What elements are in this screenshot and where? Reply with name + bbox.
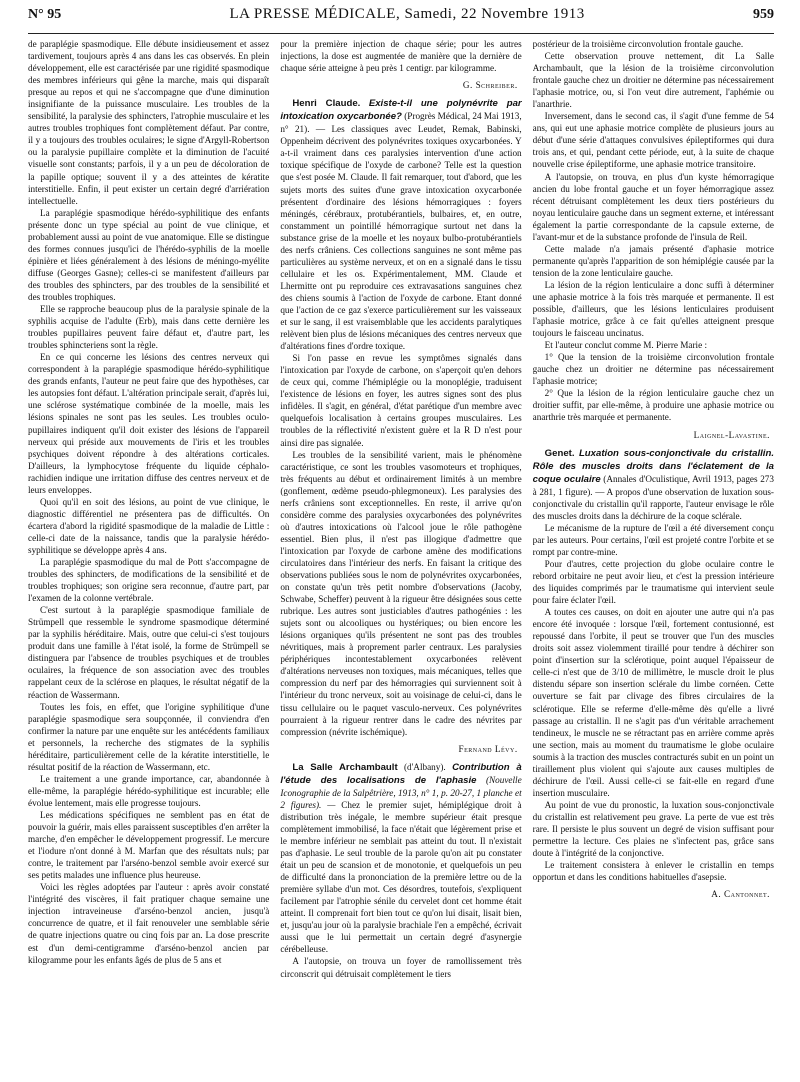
article-author: Genet. (544, 447, 575, 459)
journal-title: LA PRESSE MÉDICALE, Samedi, 22 Novembre 1913 (229, 6, 585, 22)
page-header (28, 6, 774, 34)
article-signature: Fernand Lévy. (458, 743, 518, 754)
paragraph: La paraplégie spasmodique du mal de Pott s'accompagne de troubles des sphincters, de modifications de la sensibilité et de troubles trophiques; son origine sera reconnue, d'autre part, par l'examen de la colonne vertébrale. (28, 557, 270, 604)
paragraph: Les médications spécifiques ne semblent pas en état de pouvoir la guérir, mais elles paraissent susceptibles d'en arrêter la marche, d'en empêcher le développement progressif. Le mercure et l'iodure n'ont donné à M. Marfan que des résultats nuls; par contre, le traitement par l'arséno-benzol semble avoir exercé sur ses petits malades une influence plus heureuse. (28, 810, 270, 881)
article-signature: G. Schreiber. (462, 80, 518, 91)
paragraph: Toutes les fois, en effet, que l'origine syphilitique d'une paraplégie spasmodique sera soupçonnée, il conviendra d'en confirmer la nature par une enquête sur les antécédents familiaux et personnels, la recherche des stigmates de la syphilis héréditaire, particulièrement celle de la kératite interstitielle, le résultat positif de la réaction de Wassermann, etc. (28, 701, 270, 772)
paragraph: 2° Que la lésion de la région lenticulaire gauche chez un droitier suffit, par elle-même, à produire une aphasie motrice ou anarthrie très marquée et permanente. (532, 388, 774, 423)
article-signature: A. Cantonnet. (711, 889, 770, 900)
column-2 (280, 38, 521, 1078)
paragraph: 1° Que la tension de la troisième circonvolution frontale gauche chez un droitier ne détermine pas nécessairement l'aphasie motrice; (532, 352, 774, 387)
paragraph: En ce qui concerne les lésions des centres nerveux qui correspondent à la paraplégie spasmodique hérédo-syphilitique des grands enfants, l'auteur ne peut faire que des hypothèses, car les autopsies font défaut. L'altération principale serait, d'après lui, une sclérose systématique combinée de la moelle, mais les lésions spinales ne sont pas les seules. Les troubles oculo-pupillaires indiquent qu'il doit exister des lésions de l'appareil nerveux qui préside aux mouvements de l'iris et les troubles psychiques doivent répondre à des altérations corticales. D'ailleurs, la lymphocytose fréquente du liquide céphalo-rachidien indique une irritation diffuse des centres nerveux et de leurs enveloppes. (28, 352, 270, 495)
article-heading (280, 97, 521, 352)
article-reference: (Annales d'Oculistique, Avril 1913, pages 273 à 281, 1 figure). — (532, 473, 774, 497)
paragraph: Les classiques avec Leudet, Remak, Babinski, Oppenheim décrivent des polynévrites toxiques oxycarbonées. Y a-t-il vraiment dans ces paralysies intervention d'une action toxique spécifique de l'oxyde de carbone? Telle est la question que s'est posée M. Claude. Il fait remarquer, tout d'abord, que les sujets morts des suites d'une grave intoxication oxycarbonée présentent d'ordinaire des lésions hémorragiques : foyers méningés, cérébraux, protubérantiels, bulbaires, et, en outre, constamment un pointillé hémorragique surtout net dans la substance grise de la moelle et les noyaux bulbo-protubérantiels des nerfs crâniens. Ces collections sanguines ne sont même pas particulières au système nerveux, et on en a signalé dans le tissu cellulaire et les os. Expérimentalement, MM. Claude et Lhermitte ont pu reproduire ces extravasations sanguines chez des chiens soumis à l'action de l'oxyde de carbone. Etant donné que l'action de ce gaz s'exerce particulièrement sur les vaisseaux et sur le sang, il est vraisemblable que les accidents paralytiques relèvent bien plus de lésions mécaniques des centres nerveux que d'altérations fines d'ordre toxique. (280, 124, 522, 352)
paragraph: de paraplégie spasmodique. Elle débute insidieusement et assez tardivement, toujours après 4 ans dans les cas observés. En plein développement, elle est caractérisée par une rigidité spasmodique des membres inférieurs qui gêne la marche, mais qui disparaît presque au repos et qui ne s'accompagne que d'une diminution insignifiante de la puissance musculaire. Les troubles de la sensibilité, la paralysie des sphincters, l'atrophie musculaire et les autres troubles trophiques font complètement défaut. Par contre, il y a toujours des troubles oculaires; le signe d'Argyll-Robertson ou la paralysie pupillaire complète et la diminution de l'acuité visuelle sont constants; parfois, il y a un peu de décoloration de la papille optique; souvent il y a des atteintes de kératite interstitielle. Enfin, il peut exister un certain degré d'arriération intellectuelle. (28, 39, 270, 206)
paragraph: Le traitement a une grande importance, car, abandonnée à elle-même, la paraplégie hérédo-syphilitique est incurable; elle évolue lentement, mais elle progresse toujours. (28, 773, 270, 808)
paragraph: Quoi qu'il en soit des lésions, au point de vue clinique, le diagnostic différentiel ne présentera pas de difficultés. On écartera d'abord la rigidité spasmodique de la maladie de Little : celle-ci date de la naissance, tandis que la paralysie hérédo-syphilitique se développe après 4 ans. (28, 496, 270, 555)
paragraph: C'est surtout à la paraplégie spasmodique familiale de Strümpell que ressemble le syndrome spasmodique déterminé par la syphilis héréditaire. Mais, outre que celui-ci s'est toujours produit dans une famille à l'état isolé, la forme de Strümpell se distinguera par l'absence de troubles psychiques et de troubles oculaires, la fréquence de son association avec des troubles rappelant ceux de la sclérose en plaques, le résultat négatif de la réaction de Wassermann. (28, 605, 270, 700)
text-columns (28, 38, 774, 1078)
article-author: Henri Claude. (292, 98, 361, 110)
article-reference: (Nouvelle Iconographie de la Salpêtrière, 1913, n° 1, p. 20-27, 1 planche et 2 figures). — (280, 774, 522, 810)
column-1 (28, 38, 269, 1078)
paragraph: Et l'auteur conclut comme M. Pierre Marie : (544, 340, 708, 351)
article-signature: Laignel-Lavastine. (693, 429, 770, 440)
paragraph: Chez le premier sujet, hémiplégique droit à distribution très inégale, le membre supérieur était presque complètement immobilisé, la face n'était que légèrement prise et le membre inférieur ne semblait pas atteint du tout. Il n'existait pas d'aphasie. Le seul trouble de la parole qu'on ait pu constater était un peu de scansion et de monotonie, et quelquefois un peu de difficulté dans la prononciation de la première lettre ou de la première syllabe d'un mot. Ces désordres, toutefois, s'expliquent facilement par l'atrophie sénile du cervelet dont cet homme était atteint. Il comprenait fort bien tout ce qu'on lui disait, lisait bien, et, jusqu'au jour où la paralysie brachiale l'en a empêché, écrivait aussi que le lui permettait un certain degré d'asynergie cérébelleuse. (280, 799, 522, 955)
paragraph: A l'autopsie, on trouva un foyer de ramollissement très circonscrit qui détruisait complètement le tiers (280, 956, 522, 979)
paragraph: A l'autopsie, on trouva, en plus d'un kyste hémorragique ancien du lobe frontal gauche et un foyer hémorragique assez récent détruisant complètement les deux tiers postérieurs du noyau lenticulaire gauche dans un segment externe, et intéressant également la partie correspondante de la capsule externe, de l'avant-mur et de la substance profonde de l'insula de Reil. (532, 171, 774, 242)
paragraph: La paraplégie spasmodique hérédo-syphilitique des enfants présente donc un type spécial au point de vue clinique, et probablement aussi au point de vue anatomique. Elle se distingue des formes connues jusqu'ici de l'hérédo-syphilis de la moelle épinière et liées généralement à des lésions de méningo-myélite diffuse (Georges Gasne); celles-ci se manifestent d'ailleurs par des troubles des sphincters, par des troubles de la sensibilité et des troubles trophiques. (28, 207, 270, 302)
article-author: La Salle Archambault (292, 761, 398, 773)
paragraph: Elle se rapproche beaucoup plus de la paralysie spinale de la syphilis acquise de l'adulte (Erb), mais dans cette dernière les troubles pupillaires peuvent faire défaut et, d'autre part, les troubles sphincteriens sont la règle. (28, 304, 270, 351)
article-title: Contribution à l'étude des localisations de l'aphasie (280, 761, 522, 786)
paragraph: postérieur de la troisième circonvolution frontale gauche. (532, 39, 744, 49)
page-number: 959 (752, 7, 774, 22)
article-reference: (Progrès Médical, 24 Mai 1913, n° 21). — (280, 111, 522, 135)
paragraph: Inversement, dans le second cas, il s'agit d'une femme de 54 ans, qui eut une aphasie motrice complète de plusieurs jours au début d'une série d'attaques convulsives épileptiformes qui dura trois ans, et qui, pendant cette période, eut, à la suite de chaque nouvelle crise épileptiforme, une aphasie motrice transitoire. (532, 111, 774, 170)
article-heading (280, 761, 521, 956)
paragraph: Le traitement consistera à enlever le cristallin en temps opportun et dans les conditions habituelles d'asepsie. (532, 860, 774, 883)
article-title: Luxation sous-conjonctivale du cristallin. Rôle des muscles droits dans l'éclatement de la coque oculaire (532, 447, 774, 485)
article-heading (533, 447, 774, 522)
issue-number: N° 95 (28, 7, 62, 22)
column-3 (533, 38, 774, 1078)
paragraph: La lésion de la région lenticulaire a donc suffi à déterminer une aphasie motrice à la fois très marquée et permanente. Il est possible, d'ailleurs, que les lésions lenticulaires produisent l'aphasie motrice, grâce à ce fait qu'elles atteignent presque toujours le faisceau uncinatus. (532, 279, 774, 339)
paragraph: Si l'on passe en revue les symptômes signalés dans l'intoxication par l'oxyde de carbone, on s'aperçoit qu'en dehors de ceux qui, comme l'hémiplégie ou la monoplégie, traduisent l'existence de lésions en foyer, les autres signes sont des plus infidèles. Il s'agit, en général, d'état parétique d'un membre avec quelquefois localisation à certains groupes musculaires. Les troubles de la réflectivité n'existent guère et la R D n'est pour ainsi dire pas signalée. (280, 353, 522, 448)
paragraph: Cette malade n'a jamais présenté d'aphasie motrice permanente qu'après l'apparition de son hémiplégie causée par la tension de la zone lenticulaire gauche. (532, 243, 774, 278)
paragraph: Pour d'autres, cette projection du globe oculaire contre le rebord orbitaire ne peut avoir lieu, et c'est la pression intérieure des liquides comprimés par le traumatisme qui intervient seule pour faire éclater l'œil. (532, 558, 774, 606)
author-affiliation: (d'Albany). (404, 761, 446, 772)
paragraph: Cette observation prouve nettement, dit La Salle Archambault, que la lésion de la troisième circonvolution frontale gauche chez un droitier ne détermine pas nécessairement l'aphasie motrice, ou, si l'on veut dire autrement, l'aphémie ou l'anarthrie. (532, 51, 774, 110)
article-title: Existe-t-il une polynévrite par intoxication oxycarbonée? (280, 98, 522, 123)
paragraph: Voici les règles adoptées par l'auteur : après avoir constaté l'intégrité des viscères, il fait pratiquer chaque semaine une injection intraveineuse d'arséno-benzol ancien, jusqu'à concurrence de quatre, et il fait renouveler une semblable série de quatre injections quatre ou cinq fois par an. La dose prescrite est d'un demi-centigramme d'arséno-benzol ancien par kilogramme pour les enfants âgés de plus de 5 ans et (28, 882, 270, 965)
paragraph: pour la première injection de chaque série; pour les autres injections, la dose est augmentée de manière que la dernière de chaque série atteigne à peu près 1 centigr. par kilogramme. (280, 39, 522, 74)
paragraph: A propos d'une observation de luxation sous-conjonctivale du cristallin qu'il rapporte, l'auteur envisage le rôle des muscles droits dans la déchirure de la coque sclérale. (532, 486, 774, 521)
paragraph: Les troubles de la sensibilité varient, mais le phénomène caractéristique, ce sont les troubles vasomoteurs et trophiques, très fréquents au début et ordinairement limités à un membre (gonflement, œdème pseudo-phlegmoneux). Les paralysies des nerfs crâniens sont exceptionnelles. En reste, il arrive qu'on considère comme des paralysies oxycarbonées des polynévrites où d'autres intoxications où l'alcool joue le rôle pathogène essentiel. Bien plus, il n'est pas illogique d'admettre que l'intoxication par l'oxyde de carbone amène des modifications circulatoires dans l'intérieur des nerfs. En faisant la critique des observations publiées sous le nom de polynévrites oxycarbonées, on constate qu'un très petit nombre d'observations (Jacoby, Schwabe, Scheffer) peuvent à la rigueur être désignées sous cette rubrique. Les autres sont justiciables d'autres pathogénies : les sujets sont ou alcooliques ou hystériques; ou bien encore les lésions organiques qu'ils présentent ne sont pas des troubles névritiques, mais à proprement parler centraux. Les paralysies périphériques incontestablement oxycarbonées relèvent d'altérations nerveuses non toxiques, mais mécaniques, telles que compression du nerf par des hémorragies qui surviennent soit à l'intérieur du tronc nerveux, soit au voisinage de celui-ci, dans le tissu cellulaire ou le paquet vasculo-nerveux. Ces polynévrites pourraient à la rigueur rentrer dans le cadre des névrites par compression (névrite ischémique). (280, 449, 522, 737)
paragraph: Le mécanisme de la rupture de l'œil a été diversement conçu par les auteurs. Pour certains, l'œil est projeté contre l'orbite et se rompt par contre-mine. (532, 522, 774, 557)
paragraph: Au point de vue du pronostic, la luxation sous-conjonctivale du cristallin est relativement peu grave. La perte de vue est très rare. Il persiste le plus souvent un degré de vision suffisant pour permettre la lecture. Ces plaies ne s'infectent pas, grâce sans doute à l'intégrité de la conjonctive. (532, 799, 774, 859)
paragraph: A toutes ces causes, on doit en ajouter une autre qui n'a pas encore été invoquée : lorsque l'œil, fortement contusionné, est repoussé dans l'orbite, il peut se trouver que l'un des muscles droits soit assez violemment tiraillé pour tendre à déchirer son point d'insertion sur la sclérotique, point auquel l'épaisseur de celle-ci n'est que de 3/10 de millimètre, le muscle droit le plus distendu sépare son insertion sclérale du limbe cornéen. Cette ouverture se fait par clivage des fibres circulaires de la sclérotique. Elle se referme d'elle-même dès qu'elle a livré passage au cristallin. Il ne s'agit pas d'un véritable arrachement tendineux, le muscle ne se rétractant pas en arrière comme après une section, mais au moment du traumatisme le globe oculaire soumis à la traction des muscles contracturés subit en un point un tiraillement plus violent qui s'ajoute aux causes multiples de déchirure de l'œil. Aussi celle-ci se fait-elle en regard d'une insertion musculaire. (532, 607, 774, 798)
